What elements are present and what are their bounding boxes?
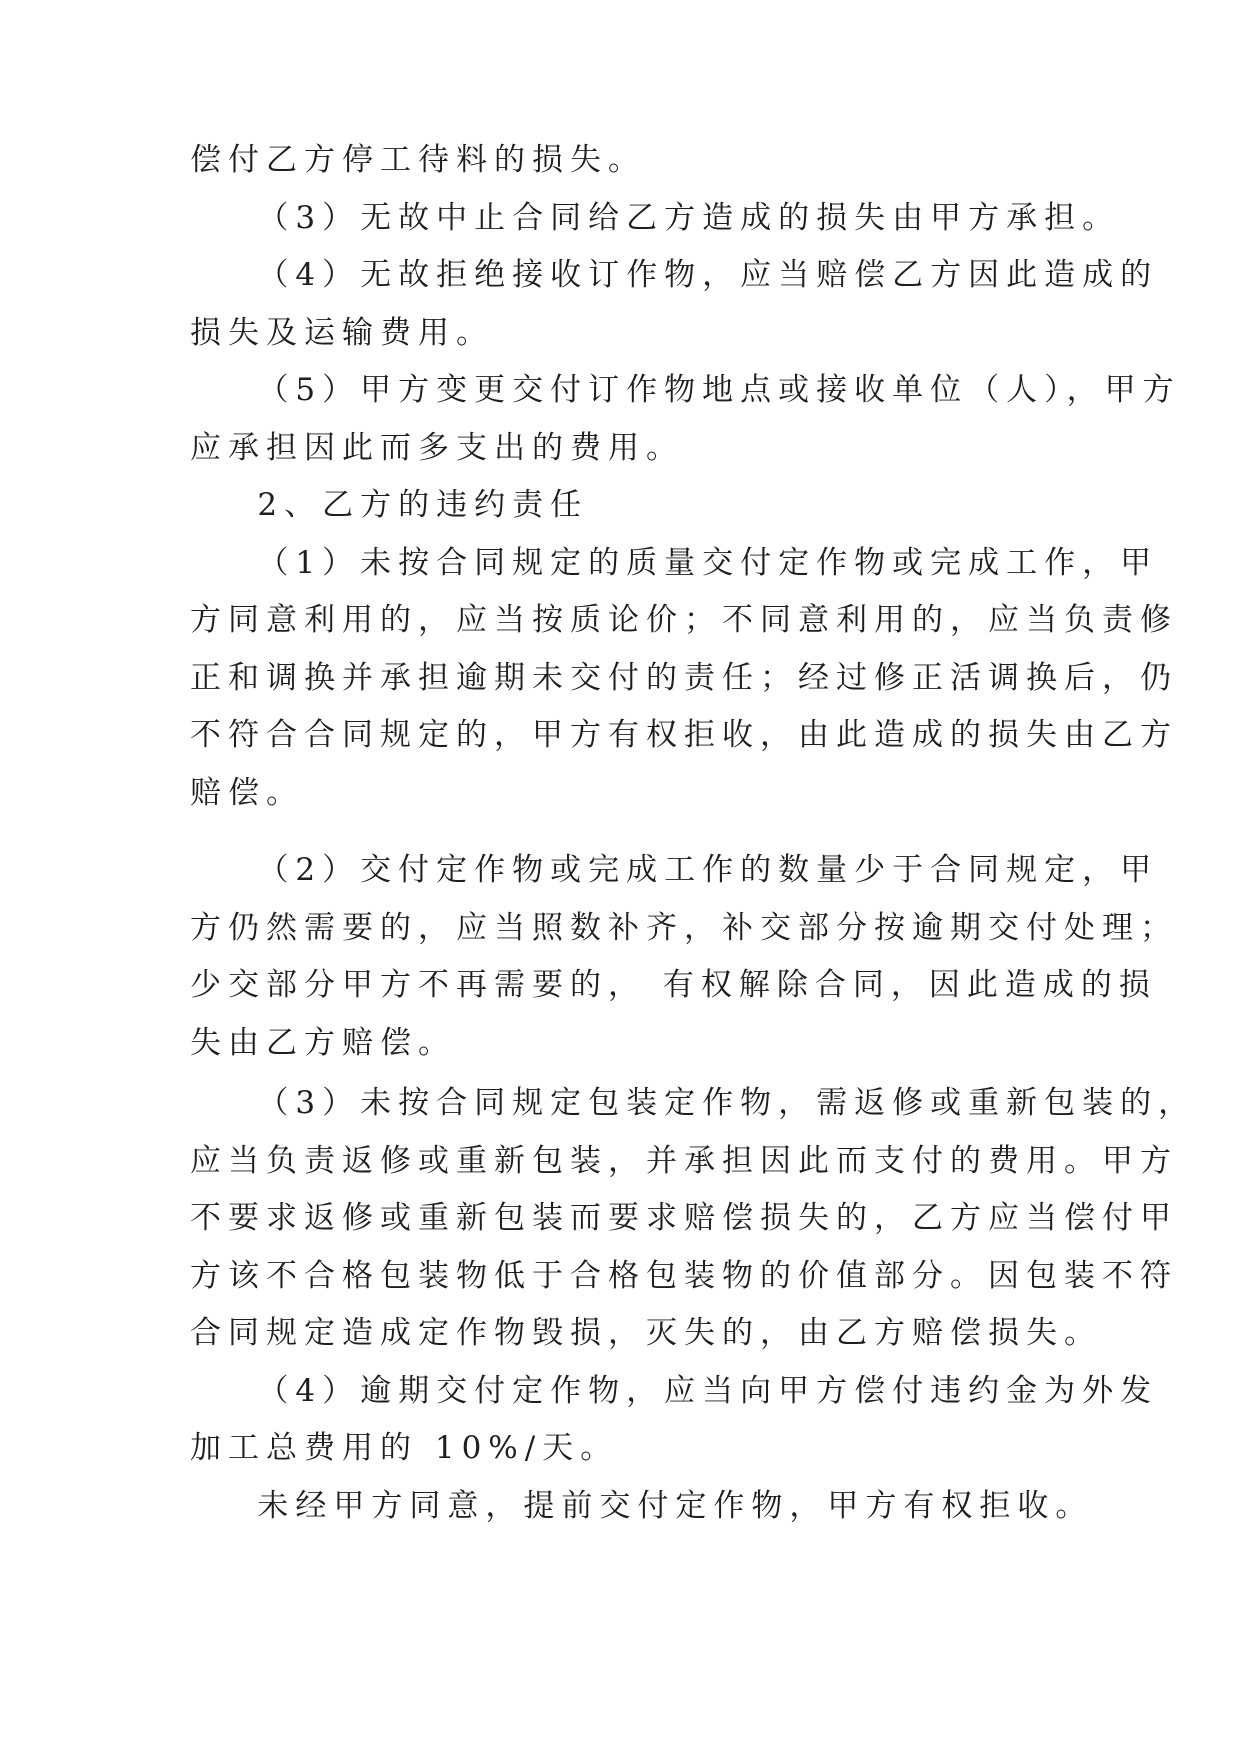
text-line: 不要求返修或重新包装而要求赔偿损失的，乙方应当偿付甲 xyxy=(190,1200,1178,1236)
text-line: 赔偿。 xyxy=(190,774,304,811)
text-line: 2、乙方的违约责任 xyxy=(190,487,589,523)
text-line: （5）甲方变更交付订作物地点或接收单位（人），甲方 xyxy=(190,372,1181,408)
text-line: （3）无故中止合同给乙方造成的损失由甲方承担。 xyxy=(190,199,1121,236)
text-line: 未经甲方同意，提前交付定作物，甲方有权拒收。 xyxy=(190,1487,1094,1524)
text-line: 损失及运输费用。 xyxy=(190,314,494,351)
text-line: 应当负责返修或重新包装，并承担因此而支付的费用。甲方 xyxy=(190,1142,1178,1179)
text-line: 方仍然需要的，应当照数补齐，补交部分按逾期交付处理； xyxy=(190,909,1178,946)
text-line: 应承担因此而多支出的费用。 xyxy=(190,429,684,466)
text-line: （2）交付定作物或完成工作的数量少于合同规定，甲 xyxy=(190,852,1159,888)
text-line: 偿付乙方停工待料的损失。 xyxy=(190,142,646,178)
document-body xyxy=(190,132,1197,1535)
text-line: （1）未按合同规定的质量交付定作物或完成工作，甲 xyxy=(190,544,1159,581)
text-line: 失由乙方赔偿。 xyxy=(190,1024,456,1061)
text-line: 不符合合同规定的，甲方有权拒收，由此造成的损失由乙方 xyxy=(190,717,1178,753)
text-line: （4）无故拒绝接收订作物，应当赔偿乙方因此造成的 xyxy=(190,257,1159,293)
text-line: 加工总费用的 10%/天。 xyxy=(190,1430,619,1466)
text-line: 方该不合格包装物低于合格包装物的价值部分。因包装不符 xyxy=(190,1257,1178,1294)
text-line: （3）未按合同规定包装定作物，需返修或重新包装的， xyxy=(190,1085,1197,1121)
text-line: 合同规定造成定作物毁损，灭失的，由乙方赔偿损失。 xyxy=(190,1315,1102,1351)
text-line: 正和调换并承担逾期未交付的责任；经过修正活调换后，仍 xyxy=(190,659,1178,696)
text-line: （4）逾期交付定作物，应当向甲方偿付违约金为外发 xyxy=(190,1372,1159,1409)
text-line: 方同意利用的，应当按质论价；不同意利用的，应当负责修 xyxy=(190,602,1178,638)
text-line: 少交部分甲方不再需要的， 有权解除合同，因此造成的损 xyxy=(190,967,1157,1003)
